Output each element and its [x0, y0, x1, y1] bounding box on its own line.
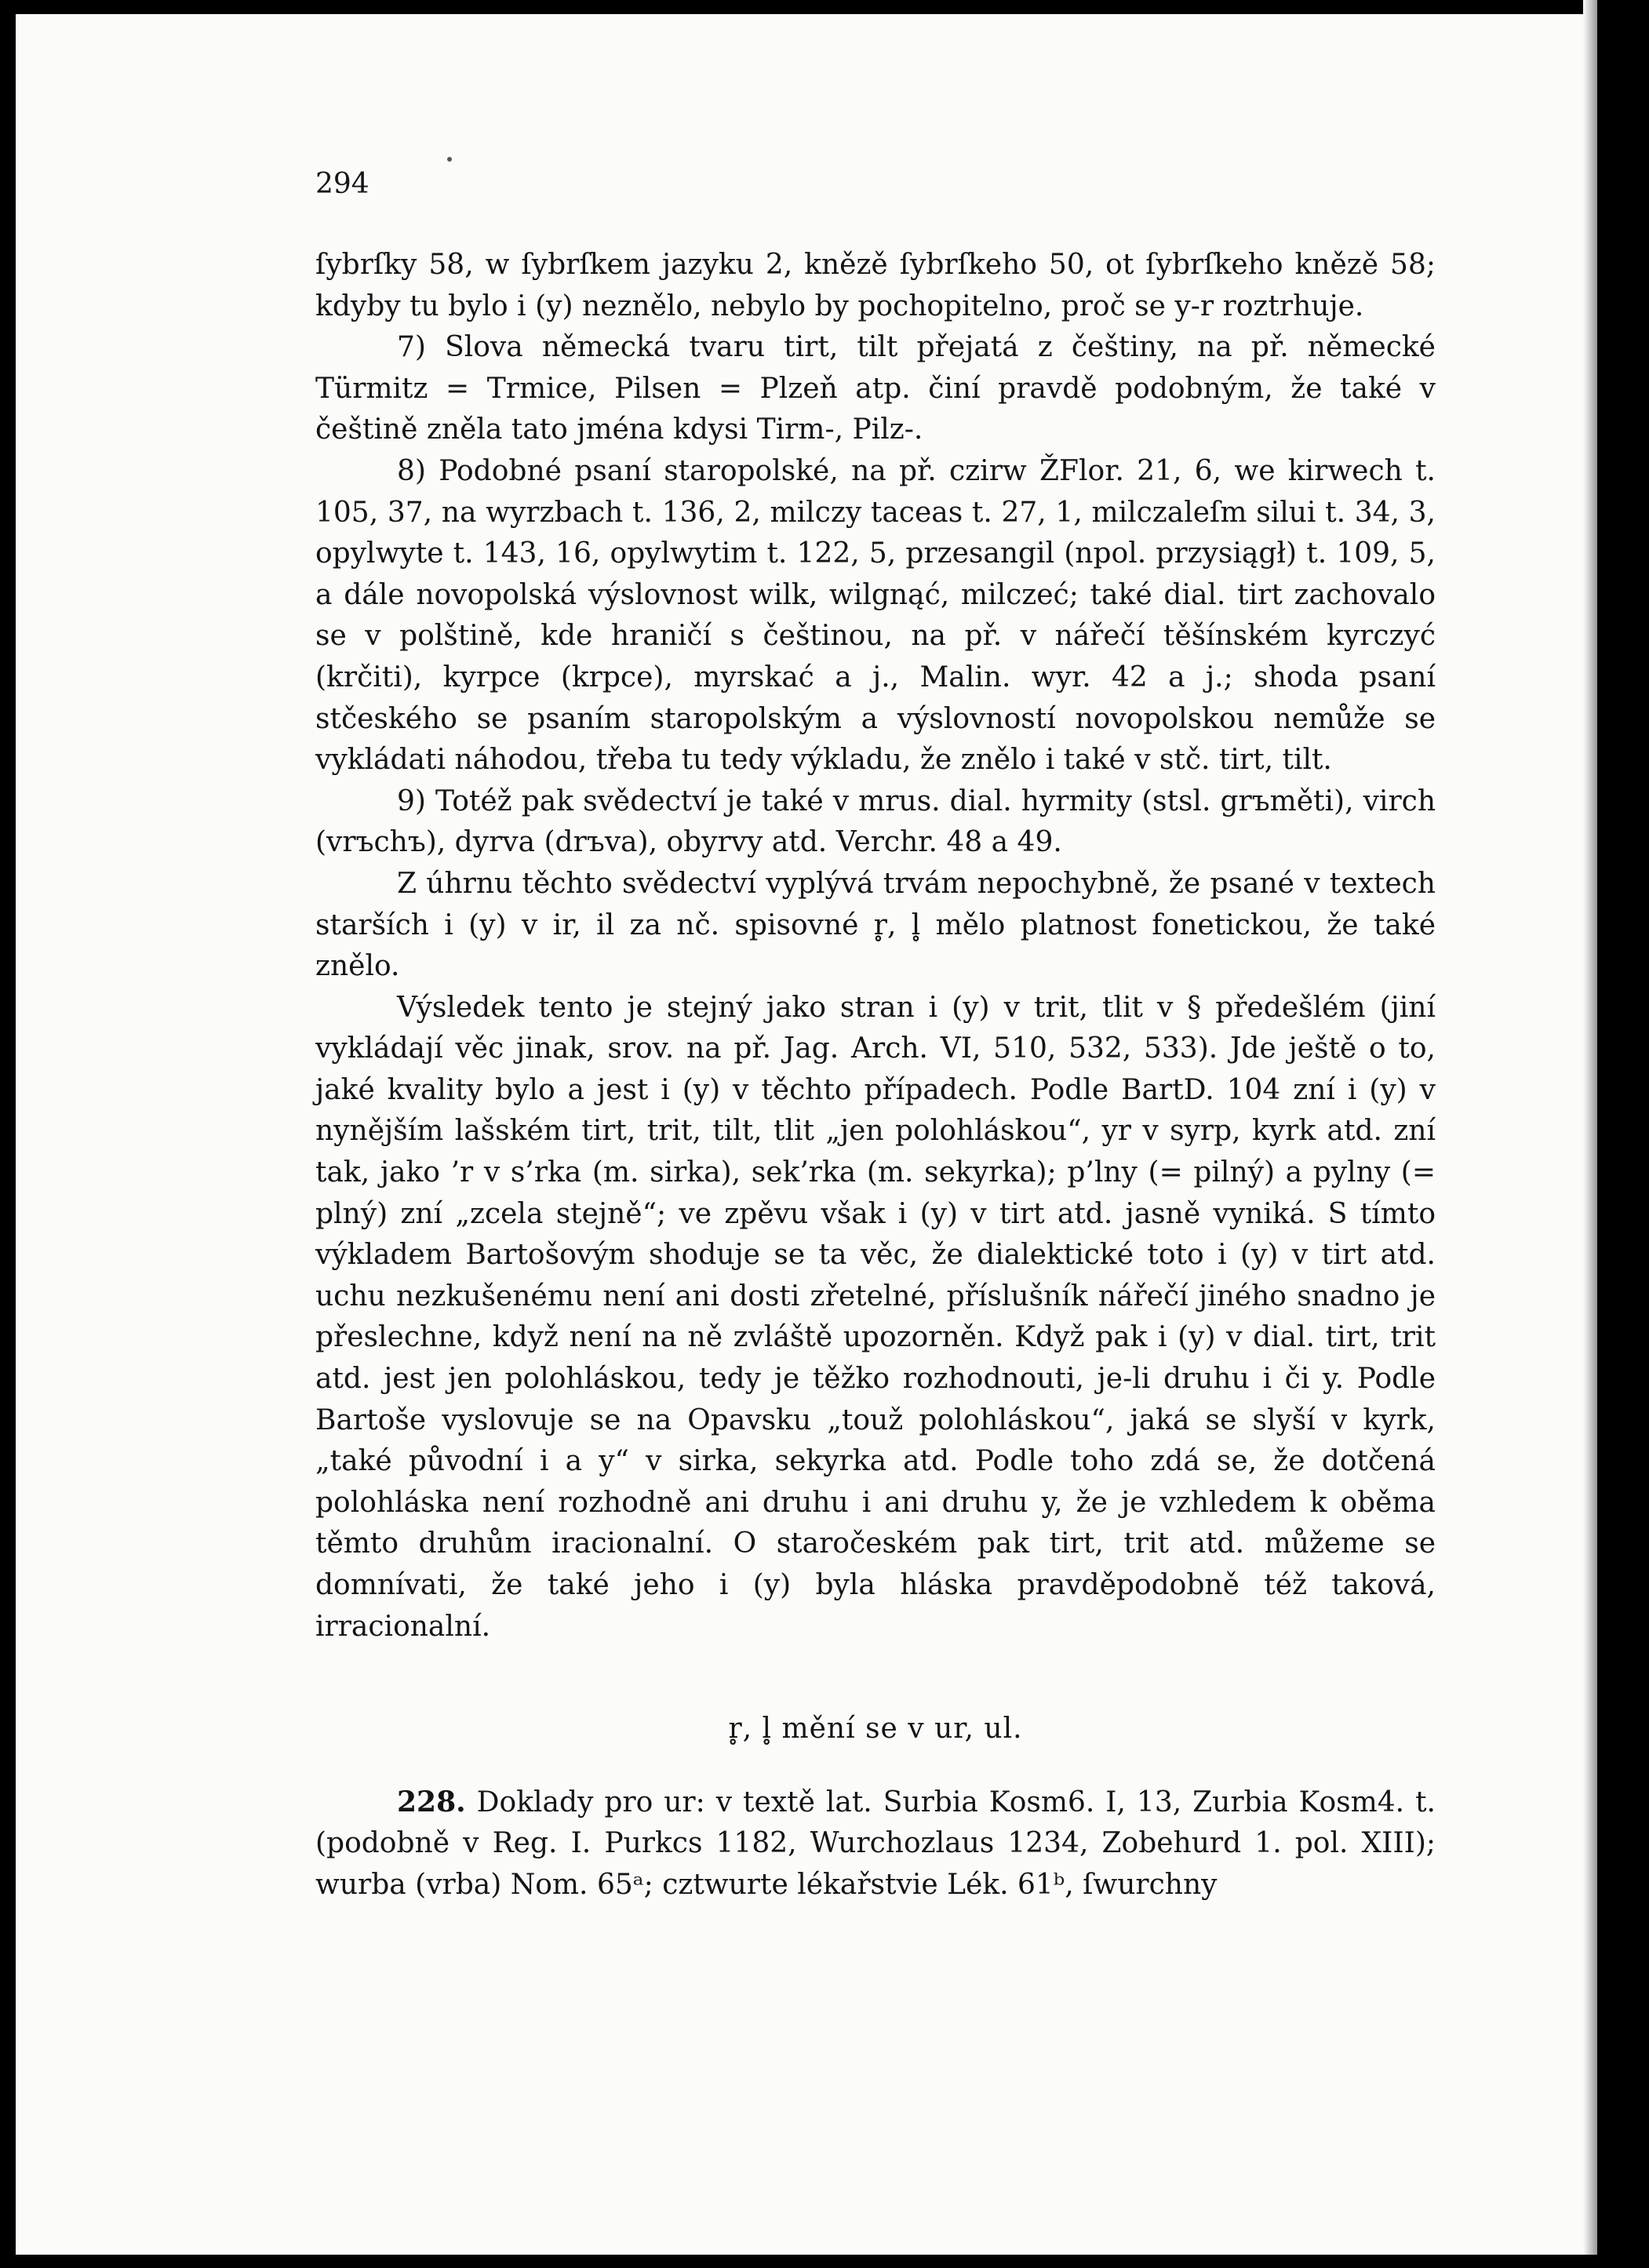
paragraph-result: Výsledek tento je stejný jako stran i (y) v trit, tlit v § předešlém (jiní vykládají věc jinak, srov. na př. Jag. Arch. VI, 510, 532, 533). Jde ještě o to, jaké kvality bylo a jest i (y) v těchto případech. Podle BartD. 104 zní i (y) v nynějším lašském tirt, trit, tilt, tlit „jen polohláskou“, yr v syrp, kyrk atd. zní tak, jako ’r v s’rka (m. sirka), sek’rka (m. sekyrka); p’lny (= pilný) a pylny (= plný) zní „zcela stejně“; ve zpěvu však i (y) v tirt atd. jasně vyniká. S tímto výkladem Bartošovým shoduje se ta věc, že dialektické toto i (y) v tirt atd. uchu nezkušenému není ani dosti zřetelné, příslušník nářečí jiného snadno je přeslechne, když není na ně zvláště upozorněn. Když pak i (y) v dial. tirt, trit atd. jest jen polohláskou, tedy je těžko rozhodnouti, je-li druhu i či y. Podle Bartoše vyslovuje se na Opavsku „touž polohláskou“, jaká se slyší v kyrk, „také původní i a y“ v sirka, sekyrka atd. Podle toho zdá se, že dotčená polohláska není rozhodně ani druhu i ani druhu y, že je vzhledem k oběma těmto druhům iracionalní. O staročeském pak tirt, trit atd. můžeme se domnívati, že také jeho i (y) byla hláska pravděpodobně též taková, irracionalní. [315, 991, 1436, 1643]
paragraph-8: 8) Podobné psaní staropolské, na př. czirw ŽFlor. 21, 6, we kirwech t. 105, 37, na wyrzbach t. 136, 2, milczy taceas t. 27, 1, milczaleſm silui t. 34, 3, opylwyte t. 143, 16, opylwytim t. 122, 5, przesangil (npol. przysiągł) t. 109, 5, a dále novopolská výslovnost wilk, wilgnąć, milczeć; také dial. tirt zachovalo se v polštině, kde hraničí s češtinou, na př. v nářečí těšínském kyrczyć (krčiti), kyrpce (krpce), myrskać a j., Malin. wyr. 42 a j.; shoda psaní stčeského se psaním staropolským a výslovností novopolskou nemůže se vykládati náhodou, třeba tu tedy výkladu, že znělo i také v stč. tirt, tilt. [315, 454, 1436, 777]
body-text [315, 245, 1436, 1906]
page-number: 294 [315, 168, 369, 200]
paragraph-7: 7) Slova německá tvaru tirt, tilt přejatá z češtiny, na př. německé Türmitz = Trmice, Pilsen = Plzeň atp. činí pravdě podobným, že také v češtině zněla tato jména kdysi Tirm-, Pilz-. [315, 331, 1436, 446]
paragraph-continuation: ſybrſky 58, w ſybrſkem jazyku 2, knězě ſybrſkeho 50, ot ſybrſkeho knězě 58; kdyby tu bylo i (y) neznělo, nebylo by pochopitelno, proč se y-r roztrhuje. [315, 249, 1436, 322]
section-text: Doklady pro ur: v textě lat. Surbia Kosm6. I, 13, Zurbia Kosm4. t. (podobně v Reg. I. Purkcs 1182, Wurchozlaus 1234, Zobehurd 1. pol. XIII); wurba (vrba) Nom. 65ᵃ; cztwurte lékařstvie Lék. 61ᵇ, ſwurchny [315, 1786, 1436, 1901]
scan-border-bottom [0, 2255, 1649, 2268]
paragraph-9: 9) Totéž pak svědectví je také v mrus. dial. hyrmity (stsl. grъměti), virch (vrъchъ), dyrva (drъva), obyrvy atd. Verchr. 48 a 49. [315, 785, 1436, 859]
section-number: 228. [397, 1785, 466, 1818]
scan-border-right [1597, 0, 1649, 2268]
section-heading: r̥, l̥ mění se v ur, ul. [728, 1713, 1023, 1746]
scan-speck [447, 157, 452, 162]
scan-border-top [0, 0, 1649, 14]
scan-gutter-shadow [1583, 0, 1597, 2268]
section-228-paragraph [315, 1782, 1436, 1906]
scan-border-left [0, 0, 16, 2268]
paragraph-summary: Z úhrnu těchto svědectví vyplývá trvám nepochybně, že psané v textech starších i (y) v ir, il za nč. spisovné r̥, l̥ mělo platnost fonetickou, že také znělo. [315, 867, 1436, 983]
